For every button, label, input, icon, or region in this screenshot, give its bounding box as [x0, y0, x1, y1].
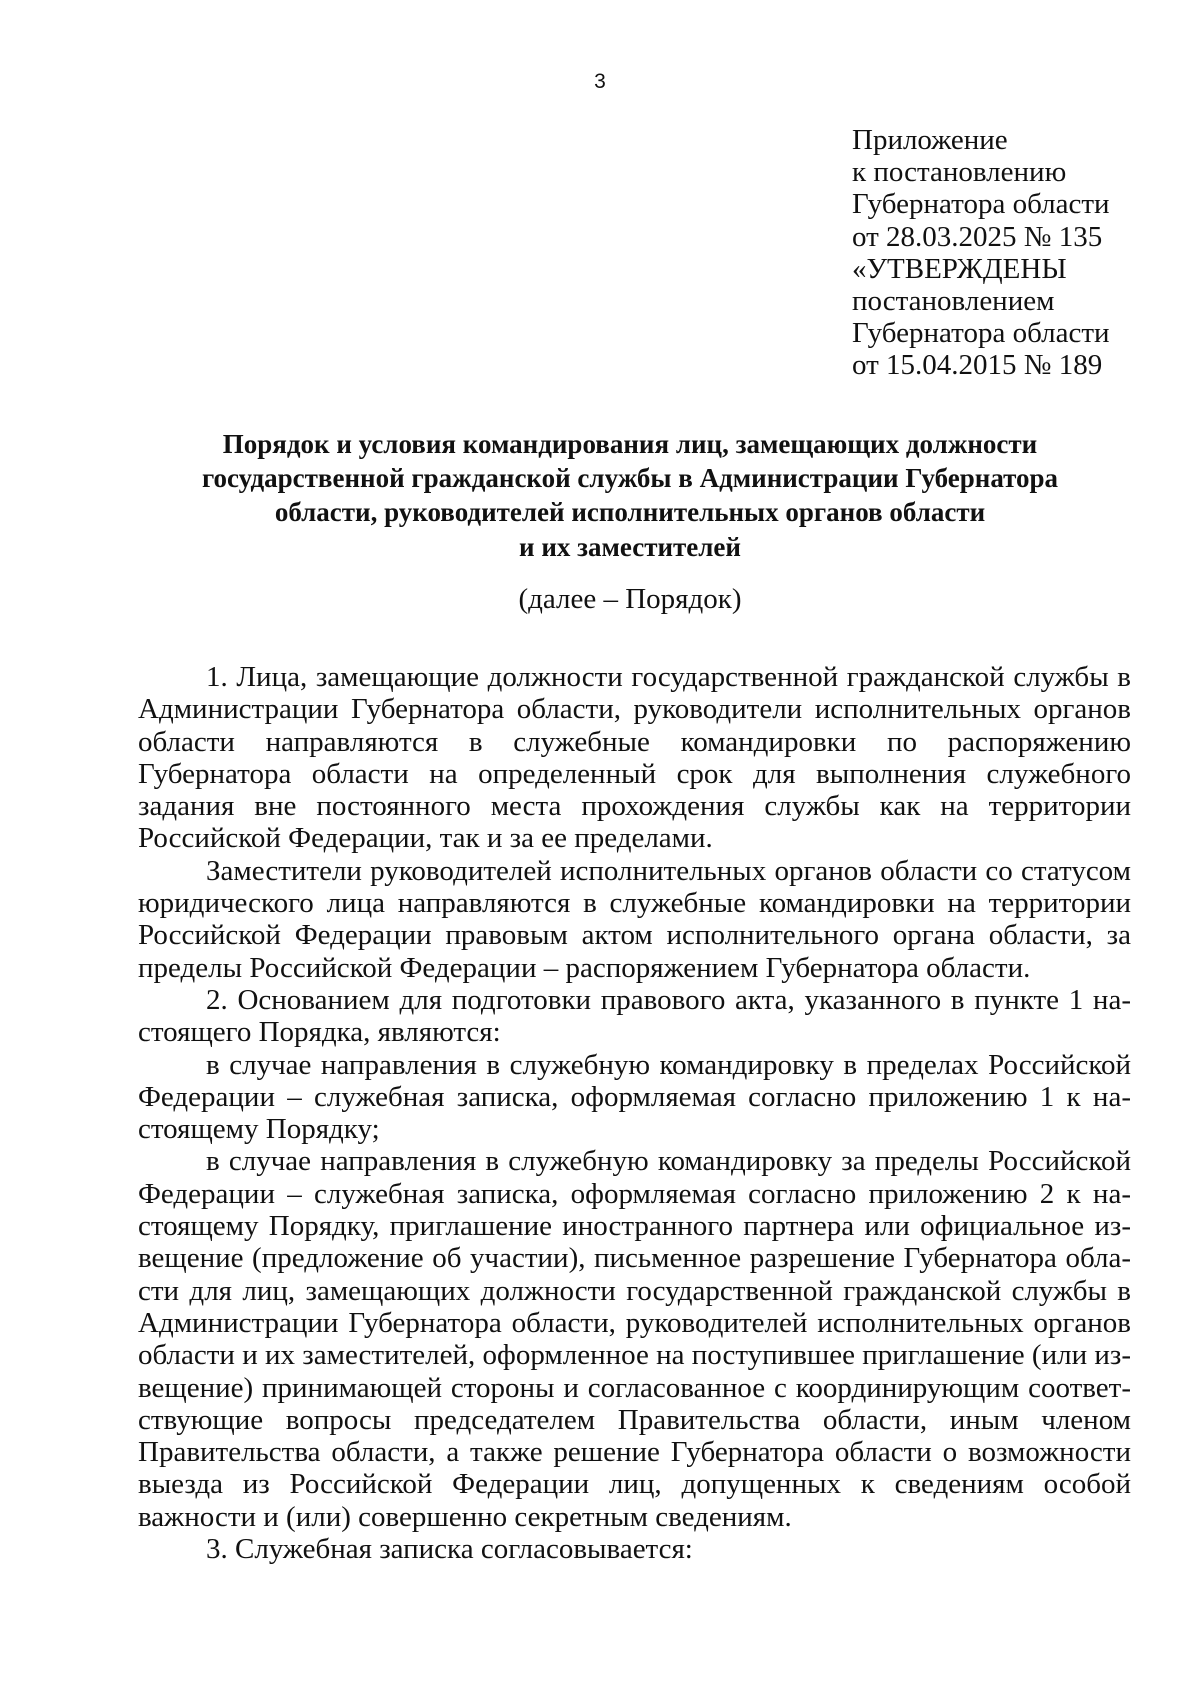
paragraph: в случае направления в служебную командировку в пределах Российской Федерации – служебная записка, оформляемая согласно приложению 1 к настоящему Порядку; — [138, 1048, 1131, 1146]
appendix-line: постановлением — [852, 285, 1055, 318]
title-line: государственной гражданской службы в Администрации Губернатора — [201, 463, 1059, 494]
title-line: и их заместителей — [519, 531, 741, 562]
appendix-line: к постановлению — [852, 156, 1067, 189]
appendix-line: от 28.03.2025 № 135 — [852, 220, 1103, 253]
paragraph: в случае направления в служебную командировку за пределы Российской Федерации – служебная записка, оформляемая согласно приложению 2 к настоящему Порядку, приглашение иностранного партнера или официальное извещение (предложение об участии), письменное разрешение Губернатора области для лиц, замещающих должности государственной гражданской службы в Администрации Губернатора области, руководителей исполнительных органов области и их заместителей, оформленное на поступившее приглашение (или извещение) принимающей стороны и согласованное с координирующим соответствующие вопросы председателем Правительства области, иным членом Правительства области, а также решение Губернатора области о возможности выезда из Российской Федерации лиц, допущенных к сведениям особой важности и (или) совершенно секретным сведениям. — [138, 1145, 1131, 1533]
appendix-line: «УТВЕРЖДЕНЫ — [852, 252, 1067, 285]
appendix-line: Губернатора области — [852, 188, 1110, 221]
title-line: Порядок и условия командирования лиц, замещающих должности — [222, 429, 1038, 459]
appendix-line: Приложение — [852, 124, 1008, 156]
paragraph: 2. Основанием для подготовки правового акта, указанного в пункте 1 настоящего Порядка, являются: — [138, 983, 1131, 1049]
appendix-line: Губернатора области — [852, 317, 1110, 350]
appendix-line: от 15.04.2015 № 189 — [852, 349, 1103, 382]
paragraph: 3. Служебная записка согласовывается: — [206, 1533, 693, 1566]
document-subtitle: (далее – Порядок) — [518, 583, 742, 615]
page-number: 3 — [594, 70, 606, 93]
document-body — [138, 661, 1131, 1565]
paragraph: 1. Лица, замещающие должности государственной гражданской службы в Администрации Губернатора области, руководители исполнительных органов области направляются в служебные командировки по распоряжению Губернатора области на определенный срок для выполнения служебного задания вне постоянного места прохождения службы как на территории Российской Федерации, так и за ее пределами. — [138, 661, 1131, 855]
document-title — [130, 427, 1130, 564]
paragraph: Заместители руководителей исполнительных органов области со статусом юридического лица направляются в служебные командировки на территории Российской Федерации правовым актом исполнительного органа области, за пределы Российской Федерации – распоряжением Губернатора области. — [138, 854, 1131, 984]
appendix-block — [852, 124, 1182, 382]
title-line: области, руководителей исполнительных органов области — [274, 497, 986, 528]
